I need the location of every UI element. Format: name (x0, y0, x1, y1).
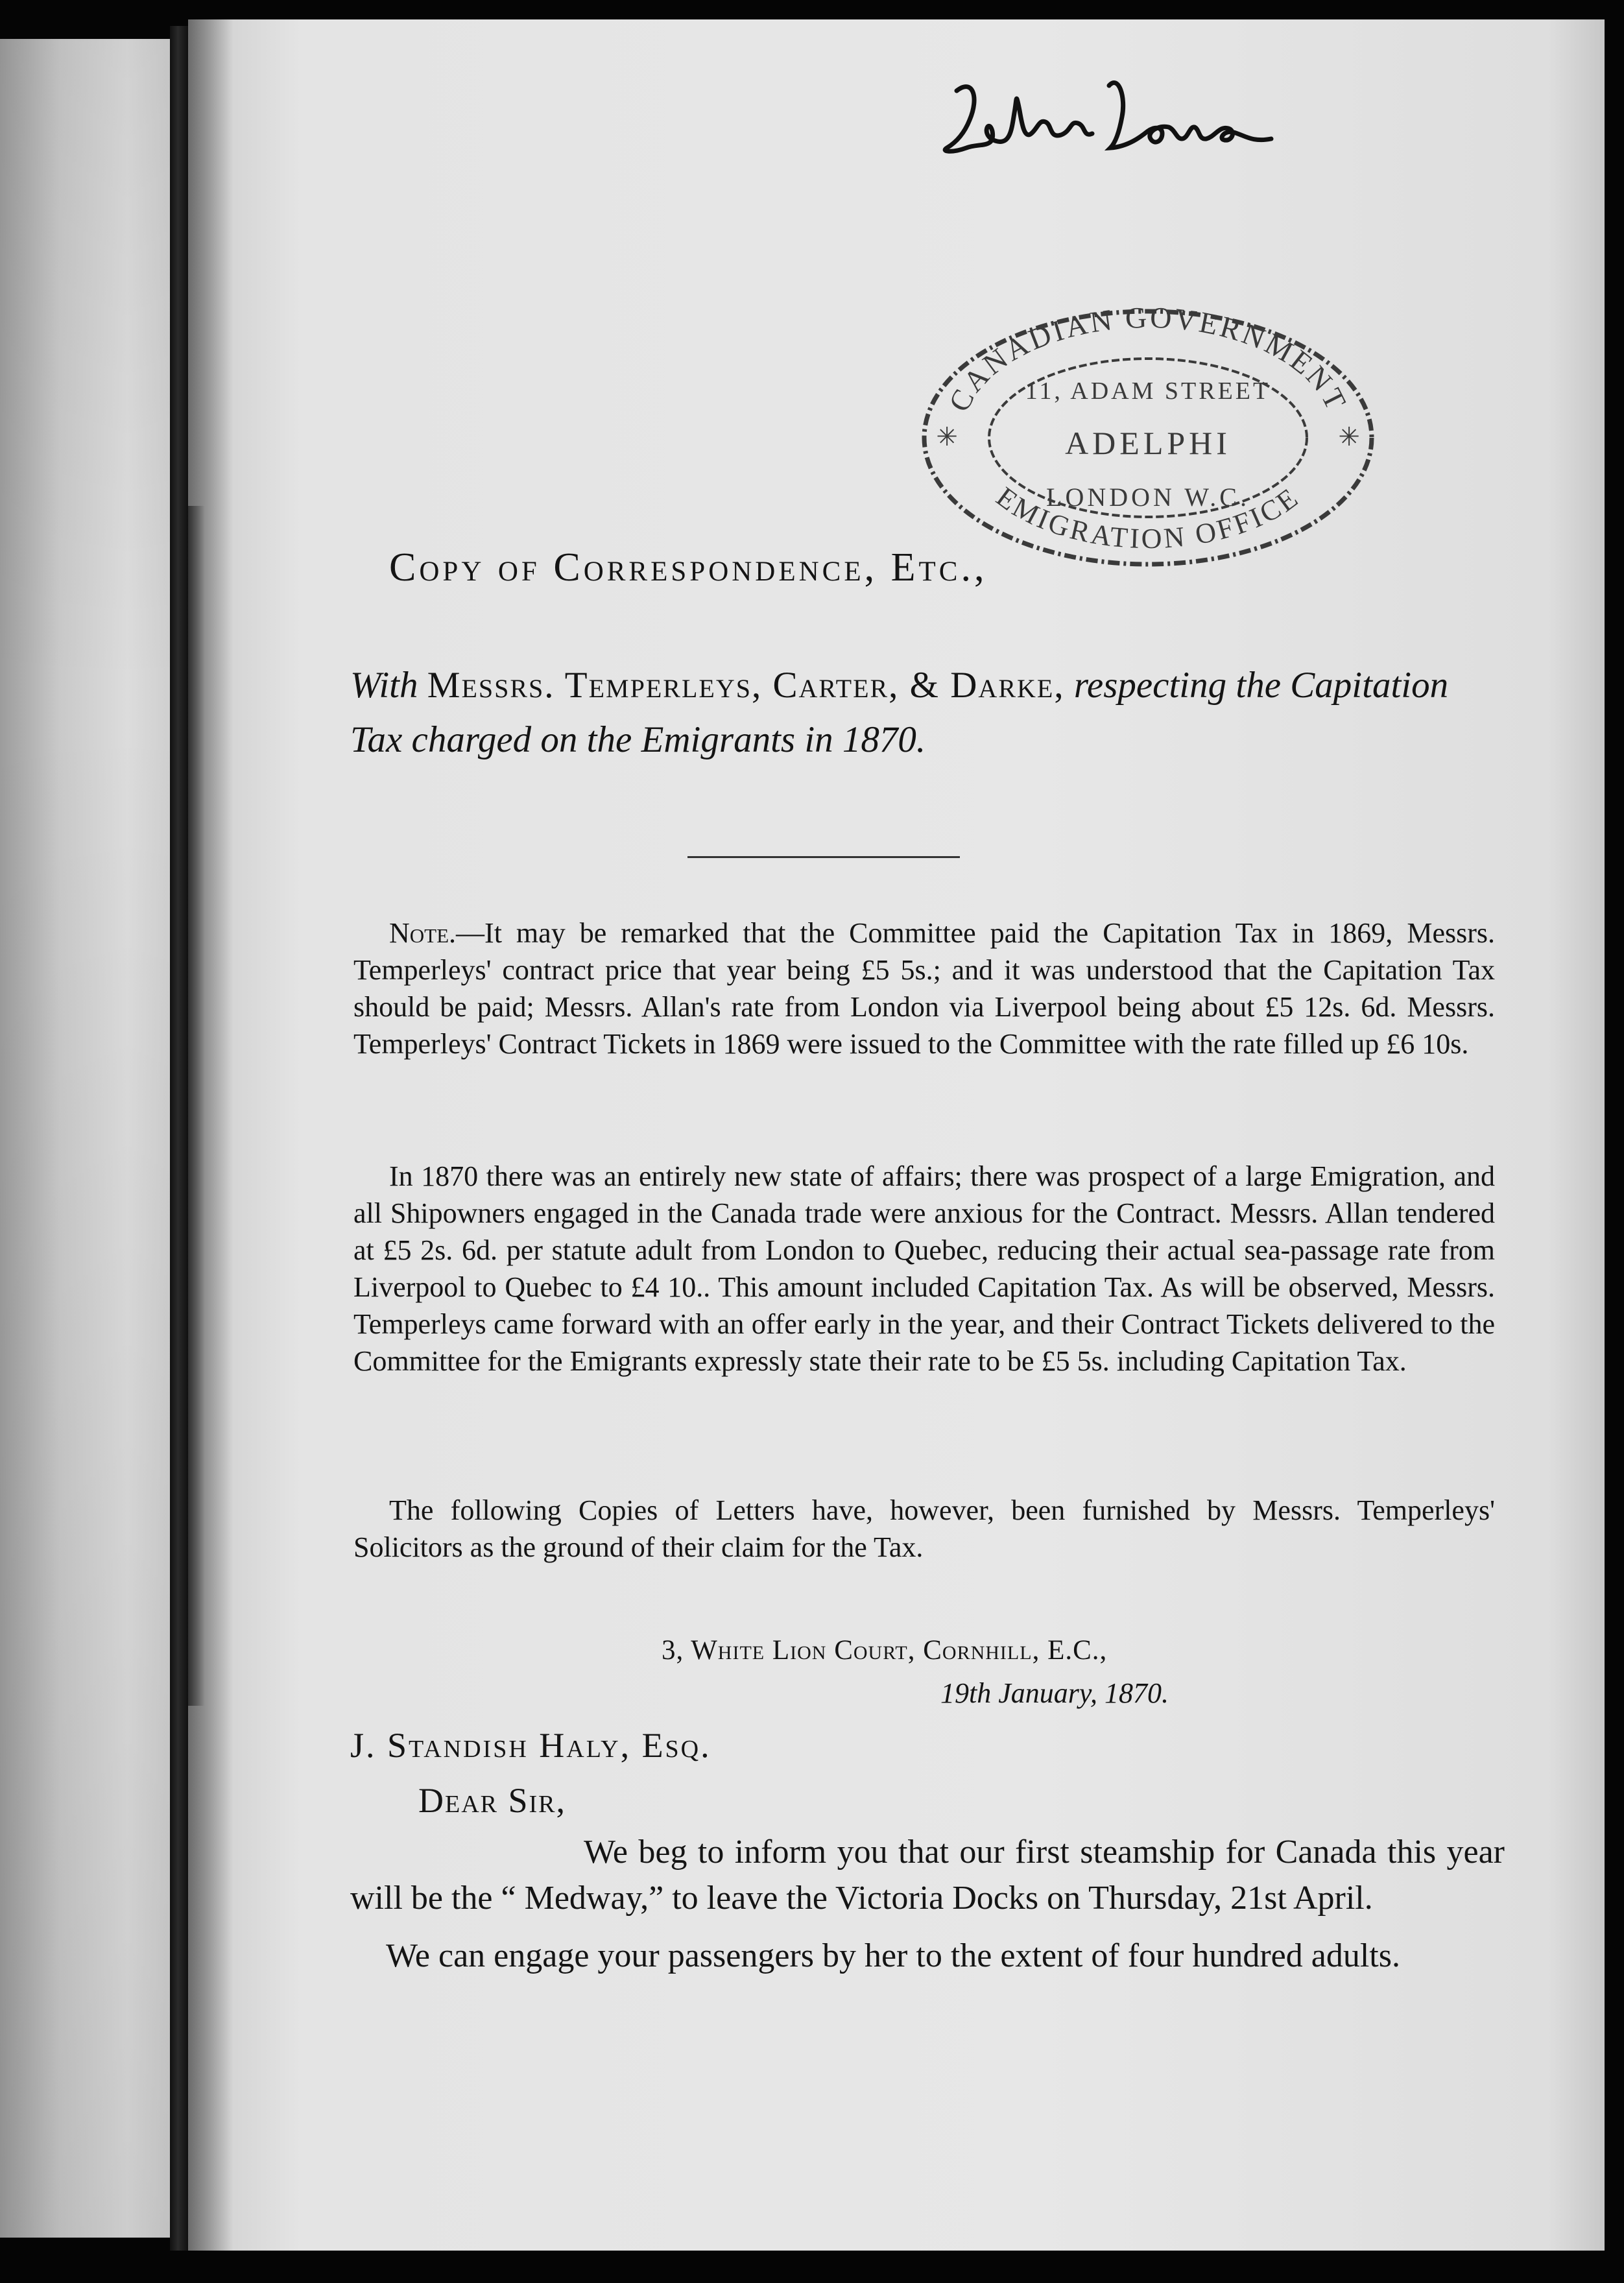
note-text: —It may be remarked that the Committee paid the Capitation Tax in 1869, Messrs. Temperleys' contract price that year being £5 5s.; and it was understood that the Capitation Tax should be paid; Messrs. Allan's rate from London via Liverpool being about £5 12s. 6d. Messrs. Temperleys' Contract Tickets in 1869 were issued to the Committee with the rate filled up £6 10s. (353, 917, 1495, 1060)
section-divider (687, 856, 960, 858)
book-gutter (170, 26, 188, 2257)
svg-text:ADELPHI: ADELPHI (1065, 425, 1231, 461)
svg-text:CANADIAN GOVERNMENT: CANADIAN GOVERNMENT (942, 300, 1354, 417)
letter-salutation: Dear Sir, (418, 1781, 567, 1820)
subtitle-names: Messrs. Temperleys, Carter, & Darke, (427, 665, 1065, 706)
document-subtitle (350, 658, 1505, 767)
letter-paragraph-2: We can engage your passengers by her to the extent of four hundred adults. (386, 1937, 1400, 1974)
document-title: Copy of Correspondence, Etc., (389, 545, 988, 590)
note-lead: Note. (389, 917, 457, 949)
handwritten-signature (934, 71, 1297, 169)
letter-date: 19th January, 1870. (940, 1677, 1169, 1709)
document-page (188, 19, 1605, 2251)
svg-text:LONDON W.C.: LONDON W.C. (1046, 483, 1250, 512)
svg-text:11, ADAM STREET: 11, ADAM STREET (1025, 377, 1271, 405)
facing-page (0, 39, 170, 2238)
svg-text:✳: ✳ (1338, 422, 1360, 452)
note-paragraph (353, 914, 1495, 1062)
paragraph-1870: In 1870 there was an entirely new state of affairs; there was prospect of a large Emigration, and all Shipowners engaged in the Canada trade were anxious for the Contract. Messrs. Allan tendered at £5 2s. 6d. per statute adult from London to Quebec, reducing their actual sea-passage rate from Liverpool to Quebec to £4 10.. This amount included Capitation Tax. As will be observed, Messrs. Temperleys came forward with an offer early in the year, and their Contract Tickets delivered to the Committee for the Emigrants expressly state their rate to be £5 5s. including Capitation Tax. (353, 1160, 1495, 1377)
paragraph-letters-intro: The following Copies of Letters have, however, been furnished by Messrs. Temperleys' Solicitors as the ground of their claim for the Tax. (353, 1494, 1495, 1563)
letter-paragraph-1: We beg to inform you that our first steamship for Canada this year will be the “ Medway,” to leave the Victoria Docks on Thursday, 21st April. (350, 1834, 1505, 1917)
letter-address: 3, White Lion Court, Cornhill, E.C., (662, 1635, 1108, 1666)
svg-text:EMIGRATION OFFICE: EMIGRATION OFFICE (990, 481, 1306, 555)
subtitle-prefix: With (350, 665, 418, 706)
emigration-office-stamp (902, 295, 1394, 568)
subtitle-rest: respecting the Capitation Tax charged on the Emigrants in 1870. (350, 665, 1449, 760)
letter-recipient: J. Standish Haly, Esq. (350, 1726, 711, 1765)
svg-text:✳: ✳ (936, 422, 958, 452)
